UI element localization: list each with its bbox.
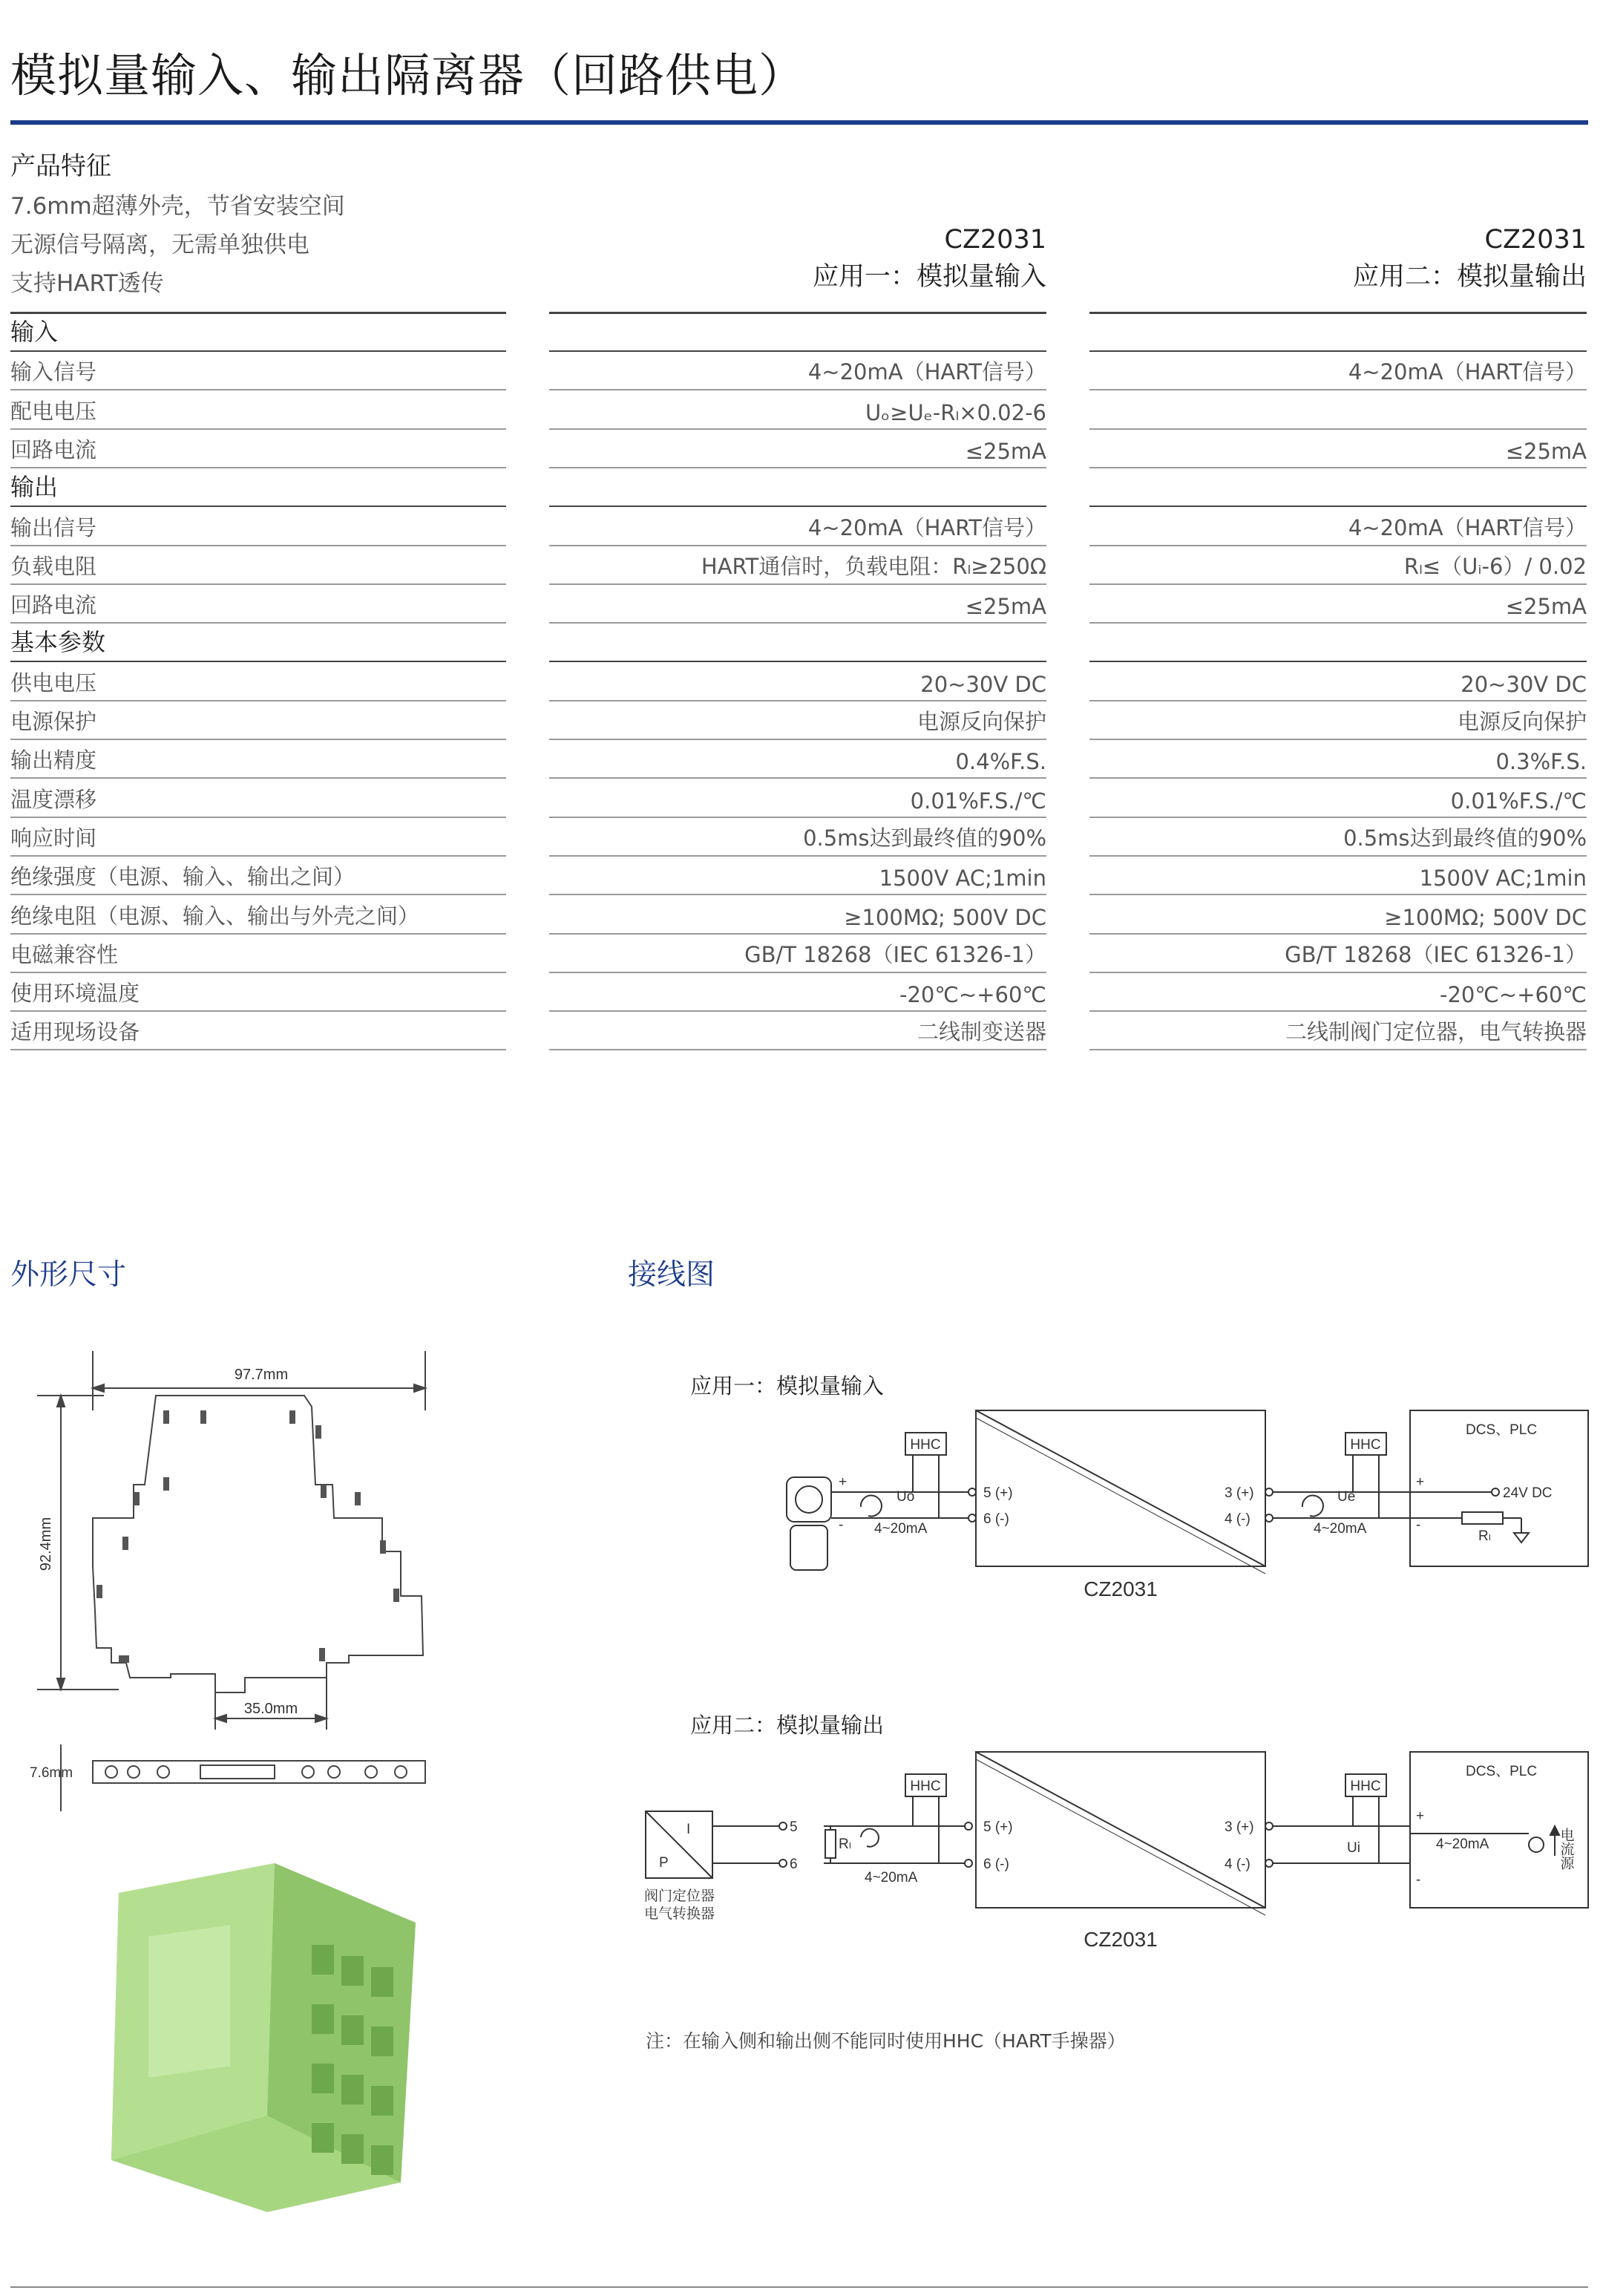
row-value: 电源反向保护 — [1457, 709, 1587, 734]
table-row — [549, 352, 1046, 390]
table-row — [549, 779, 1046, 818]
current-source-label: 电流源 — [1558, 1828, 1574, 1870]
table-row — [10, 896, 506, 935]
table-row — [1089, 935, 1587, 973]
dim-thickness-label: 7.6mm — [30, 1765, 73, 1781]
row-label: 适用现场设备 — [10, 1019, 140, 1045]
table-row — [549, 857, 1046, 895]
row-label: 基本参数 — [10, 628, 106, 657]
row-label: 回路电流 — [10, 592, 97, 618]
dcs-label: DCS、PLC — [1466, 1764, 1538, 1779]
table-row — [10, 352, 506, 390]
row-label: 使用环境温度 — [10, 981, 140, 1007]
row-label: 绝缘电阻（电源、输入、输出与外壳之间） — [10, 903, 420, 929]
ue-label: Ue — [1337, 1489, 1356, 1505]
terminal-3: 3 (+) — [1225, 1819, 1254, 1835]
dim-rail-label: 35.0mm — [243, 1701, 298, 1717]
valve-terminal-5: 5 — [790, 1819, 798, 1835]
row-value: 1500V AC;1min — [1419, 866, 1587, 892]
row-value: ≥100MΩ; 500V DC — [844, 904, 1046, 930]
row-label: 电磁兼容性 — [10, 941, 119, 967]
row-value: ≤25mA — [965, 438, 1046, 464]
current-label: 4~20mA — [865, 1870, 918, 1885]
dcs-label: DCS、PLC — [1466, 1422, 1538, 1438]
terminal-4: 4 (-) — [1225, 1511, 1250, 1527]
isolator-module-stack — [111, 1863, 416, 2212]
table-row — [549, 818, 1046, 857]
row-value: 4~20mA（HART信号） — [807, 514, 1046, 540]
wiring-diagram-app1 — [779, 1403, 1596, 1618]
row-value: 电源反向保护 — [917, 709, 1046, 734]
table-row — [549, 430, 1046, 468]
column-model: CZ2031 — [944, 225, 1046, 255]
table-row — [1089, 391, 1587, 430]
table-row — [549, 701, 1046, 740]
app2-title: 应用二：模拟量输出 — [690, 1714, 885, 1738]
table-row — [10, 1012, 506, 1050]
row-value: 4~20mA（HART信号） — [1348, 359, 1587, 385]
current-label: 4~20mA — [874, 1521, 928, 1537]
row-label: 输入信号 — [10, 359, 97, 385]
column-app: 应用一：模拟量输入 — [812, 262, 1046, 292]
table-row — [1089, 701, 1587, 740]
row-label: 电源保护 — [10, 709, 97, 734]
table-row — [1089, 818, 1587, 857]
dimension-drawing — [22, 1336, 453, 1826]
plus-label: + — [1416, 1808, 1425, 1824]
table-row — [549, 896, 1046, 935]
row-value: 二线制阀门定位器，电气转换器 — [1285, 1019, 1587, 1045]
wiring-diagram-app2 — [638, 1744, 1596, 1967]
table-row — [549, 391, 1046, 430]
hhc-label: HHC — [1350, 1779, 1381, 1794]
model-label: CZ2031 — [1084, 1928, 1158, 1951]
table-row — [1089, 352, 1587, 390]
table-row — [1089, 663, 1587, 701]
table-row — [10, 585, 506, 624]
row-label: 绝缘强度（电源、输入、输出之间） — [10, 864, 355, 890]
dim-width-label: 97.7mm — [234, 1367, 289, 1383]
terminal-3: 3 (+) — [1225, 1485, 1254, 1501]
row-value: Rₗ≤（Uᵢ-6）/ 0.02 — [1403, 553, 1587, 579]
table-row — [549, 663, 1046, 701]
row-value: ≤25mA — [1505, 438, 1587, 464]
table-row — [10, 818, 506, 857]
dimensions-heading: 外形尺寸 — [10, 1258, 127, 1292]
row-value: GB/T 18268（IEC 61326-1） — [744, 941, 1046, 967]
feature-item: 7.6mm超薄外壳，节省安装空间 — [10, 193, 345, 220]
row-label: 输出精度 — [10, 748, 97, 773]
table-row — [10, 973, 506, 1012]
row-label: 负载电阻 — [10, 553, 97, 579]
row-value: ≤25mA — [965, 594, 1046, 620]
feature-item: 支持HART透传 — [10, 270, 164, 297]
minus-label: - — [839, 1517, 844, 1533]
row-label: 配电电压 — [10, 398, 97, 424]
page-title: 模拟量输入、输出隔离器（回路供电） — [10, 48, 806, 102]
table-row — [549, 740, 1046, 779]
title-rule — [10, 120, 1588, 125]
row-value: GB/T 18268（IEC 61326-1） — [1285, 941, 1587, 967]
row-value: 4~20mA（HART信号） — [1348, 514, 1587, 540]
table-row — [1089, 973, 1587, 1012]
ui-label: Ui — [1347, 1840, 1360, 1856]
row-label: 温度漂移 — [10, 786, 97, 812]
table-section-row — [549, 624, 1046, 662]
uo-label: Uo — [896, 1489, 915, 1505]
wiring-heading: 接线图 — [628, 1258, 715, 1292]
table-row — [10, 663, 506, 701]
table-row — [1089, 585, 1587, 624]
row-value: 0.4%F.S. — [955, 749, 1046, 775]
row-label: 响应时间 — [10, 825, 97, 851]
table-row — [1089, 430, 1587, 468]
row-value: 0.01%F.S./℃ — [910, 788, 1046, 814]
table-section-row — [1089, 313, 1587, 352]
row-value: 0.5ms达到最终值的90% — [1343, 825, 1587, 851]
feature-item: 无源信号隔离，无需单独供电 — [10, 232, 309, 258]
row-label: 供电电压 — [10, 670, 97, 696]
table-row — [10, 740, 506, 779]
table-row — [1089, 896, 1587, 935]
table-row — [10, 391, 506, 430]
row-value: 20~30V DC — [1461, 671, 1587, 697]
row-label: 输出 — [10, 473, 59, 502]
table-section-row — [1089, 624, 1587, 662]
table-row — [549, 935, 1046, 973]
table-row — [549, 508, 1046, 546]
row-label: 输出信号 — [10, 514, 97, 540]
row-value: 0.01%F.S./℃ — [1450, 788, 1587, 814]
terminal-4: 4 (-) — [1225, 1857, 1250, 1872]
table-row — [10, 857, 506, 895]
table-section-row — [10, 468, 506, 507]
valve-label-1: 阀门定位器 — [644, 1888, 715, 1904]
table-row — [10, 935, 506, 973]
table-section-row — [549, 313, 1046, 352]
hhc-label: HHC — [1350, 1437, 1381, 1453]
table-row — [549, 1012, 1046, 1050]
current-label: 4~20mA — [1436, 1837, 1489, 1852]
table-section-row — [10, 313, 506, 352]
table-row — [10, 546, 506, 585]
dim-height-label: 92.4mm — [38, 1517, 54, 1571]
table-row — [1089, 546, 1587, 585]
hhc-label: HHC — [910, 1779, 941, 1794]
row-value: 1500V AC;1min — [879, 866, 1046, 892]
features-heading: 产品特征 — [10, 151, 111, 181]
table-row — [549, 585, 1046, 624]
valve-label-2: 电气转换器 — [644, 1906, 715, 1922]
row-value: 0.5ms达到最终值的90% — [803, 825, 1046, 851]
terminal-6: 6 (-) — [983, 1511, 1009, 1527]
rl-label: Rₗ — [1478, 1528, 1491, 1544]
table-row — [1089, 740, 1587, 779]
product-illustration — [89, 1834, 445, 2220]
current-label: 4~20mA — [1314, 1521, 1367, 1537]
supply-label: 24V DC — [1503, 1485, 1553, 1501]
row-value: HART通信时，负载电阻：Rₗ≥250Ω — [701, 553, 1046, 579]
plus-label: + — [1416, 1474, 1425, 1490]
terminal-5: 5 (+) — [983, 1485, 1013, 1501]
valve-terminal-6: 6 — [790, 1857, 798, 1872]
row-value: 0.3%F.S. — [1495, 749, 1587, 775]
table-row — [10, 430, 506, 468]
bottom-rule — [10, 2286, 1588, 2288]
row-value: -20℃~+60℃ — [899, 982, 1046, 1008]
table-row — [549, 973, 1046, 1012]
table-section-row — [1089, 468, 1587, 507]
table-row — [1089, 508, 1587, 546]
row-value: 20~30V DC — [920, 671, 1046, 697]
table-section-row — [10, 624, 506, 662]
hhc-label: HHC — [910, 1437, 941, 1453]
table-row — [1089, 779, 1587, 818]
valve-p-label: P — [659, 1855, 669, 1871]
column-app: 应用二：模拟量输出 — [1352, 262, 1587, 292]
row-value: ≤25mA — [1505, 594, 1587, 620]
table-row — [549, 546, 1046, 585]
table-row — [1089, 857, 1587, 895]
wiring-note: 注：在输入侧和输出侧不能同时使用HHC（HART手操器） — [646, 2030, 1126, 2052]
table-row — [10, 779, 506, 818]
column-header-app2 — [1089, 221, 1587, 295]
rl-label: Rₗ — [839, 1837, 851, 1852]
row-label: 回路电流 — [10, 436, 97, 462]
row-value: ≥100MΩ; 500V DC — [1384, 904, 1587, 930]
valve-i-label: I — [686, 1822, 691, 1837]
minus-label: - — [1416, 1517, 1421, 1533]
row-value: -20℃~+60℃ — [1439, 982, 1587, 1008]
row-label: 输入 — [10, 318, 59, 346]
row-value: 4~20mA（HART信号） — [807, 359, 1046, 385]
table-row — [1089, 1012, 1587, 1050]
column-model: CZ2031 — [1484, 225, 1587, 255]
table-section-row — [549, 468, 1046, 507]
plus-label: + — [839, 1474, 848, 1490]
column-header-app1 — [549, 221, 1046, 295]
row-value: 二线制变送器 — [917, 1019, 1046, 1045]
terminal-5: 5 (+) — [983, 1819, 1013, 1835]
app1-title: 应用一：模拟量输入 — [690, 1375, 885, 1399]
table-row — [10, 508, 506, 546]
row-value: Uₒ≥Uₑ-Rₗ×0.02-6 — [865, 399, 1046, 425]
minus-label: - — [1416, 1872, 1421, 1888]
model-label: CZ2031 — [1084, 1577, 1158, 1600]
terminal-6: 6 (-) — [983, 1857, 1009, 1872]
table-row — [10, 701, 506, 740]
